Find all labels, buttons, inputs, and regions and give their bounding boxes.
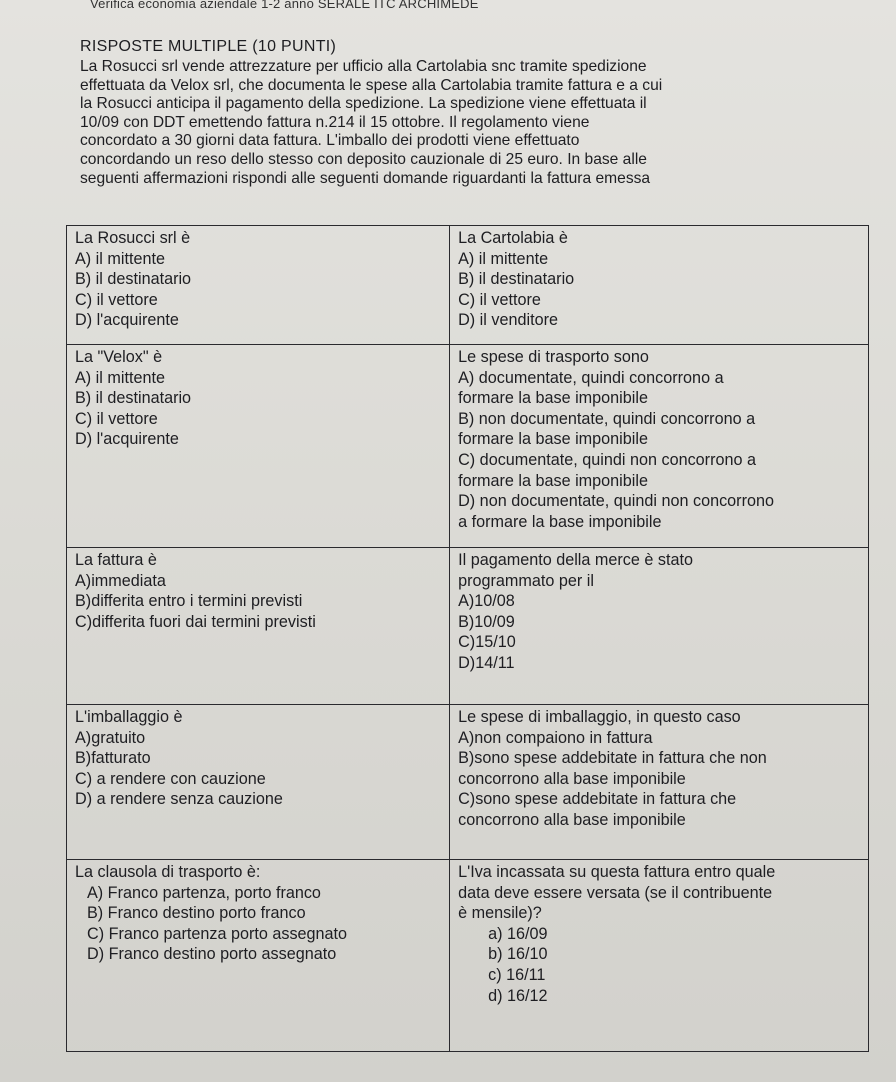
answer-option: a formare la base imponibile [458, 512, 662, 531]
quiz-cell-right [450, 705, 869, 860]
answer-option: d) 16/12 [488, 986, 548, 1005]
answer-option: B)fatturato [75, 749, 151, 768]
answer-option: D) l'acquirente [75, 311, 179, 330]
quiz-cell-left [67, 548, 450, 705]
answer-option: C)15/10 [458, 633, 516, 652]
answer-option: D) Franco destino porto assegnato [87, 945, 337, 964]
answer-option: C) il vettore [75, 290, 158, 309]
question-text: L'imballaggio è [75, 708, 183, 726]
question-text: La Cartolabia è [458, 229, 568, 247]
answer-option: B) Franco destino porto franco [87, 904, 306, 923]
answer-option: B) il destinatario [75, 270, 192, 289]
answer-option: D)14/11 [458, 653, 515, 672]
answer-option: A) il mittente [75, 249, 165, 268]
answer-option: A) documentate, quindi concorrono a [458, 368, 724, 387]
answer-option: a) 16/09 [488, 924, 548, 943]
answer-option: A)10/08 [458, 592, 515, 611]
answer-option: C) il vettore [458, 290, 541, 309]
quiz-cell-left [67, 860, 450, 1052]
answer-option: B)10/09 [458, 612, 515, 631]
quiz-row [67, 548, 869, 705]
intro-line: seguenti affermazioni rispondi alle seguenti domande riguardanti la fattura emessa [80, 169, 651, 187]
answer-option: concorrono alla base imponibile [458, 810, 686, 829]
intro-paragraph [80, 58, 820, 188]
question-text: La "Velox" è [75, 348, 163, 366]
question-text: La Rosucci srl è [75, 229, 191, 247]
question-text: Il pagamento della merce è stato [458, 551, 693, 569]
intro-line: La Rosucci srl vende attrezzature per ufficio alla Cartolabia snc tramite spedizione [80, 58, 647, 75]
question-text: L'Iva incassata su questa fattura entro quale [458, 863, 776, 881]
answer-option: D) non documentate, quindi non concorrono [458, 492, 774, 511]
answer-option: c) 16/11 [488, 965, 546, 984]
intro-line: concordato a 30 giorni data fattura. L'imballo dei prodotti viene effettuato [80, 132, 580, 150]
section-title: RISPOSTE MULTIPLE (10 PUNTI) [80, 38, 337, 55]
quiz-row [67, 226, 869, 345]
answer-option: formare la base imponibile [458, 389, 648, 408]
quiz-cell-right [450, 345, 869, 548]
answer-option: formare la base imponibile [458, 430, 648, 449]
quiz-cell-right [450, 860, 869, 1052]
answer-option: A) il mittente [458, 249, 549, 268]
answer-option: A)non compaiono in fattura [458, 728, 653, 747]
answer-option: C)differita fuori dai termini previsti [75, 612, 316, 631]
quiz-row [67, 705, 869, 860]
quiz-cell-right [450, 226, 869, 345]
intro-line: concordando un reso dello stesso con deposito cauzionale di 25 euro. In base alle [80, 150, 647, 168]
answer-option: A)gratuito [75, 728, 146, 747]
answer-option: C)sono spese addebitate in fattura che [458, 790, 737, 809]
answer-option: b) 16/10 [488, 945, 548, 964]
answer-option: A) Franco partenza, porto franco [87, 883, 321, 902]
answer-option: D) l'acquirente [75, 430, 179, 449]
quiz-row [67, 345, 869, 548]
answer-option: formare la base imponibile [458, 471, 648, 490]
answer-option: C) il vettore [75, 409, 158, 428]
intro-line: 10/09 con DDT emettendo fattura n.214 il 15 ottobre. Il regolamento viene [80, 113, 590, 131]
question-text: Le spese di trasporto sono [458, 348, 649, 366]
document-header: Verifica economia aziendale 1-2 anno SERALE ITC ARCHIMEDE [90, 0, 479, 11]
quiz-table [66, 225, 869, 1052]
intro-line: la Rosucci anticipa il pagamento della spedizione. La spedizione viene effettuata il [80, 95, 647, 113]
answer-option: C) documentate, quindi non concorrono a [458, 450, 756, 469]
answer-option: C) Franco partenza porto assegnato [87, 924, 348, 943]
quiz-cell-left [67, 226, 450, 345]
question-text: La fattura è [75, 551, 157, 569]
quiz-cell-left [67, 345, 450, 548]
answer-option: data deve essere versata (se il contribuente [458, 883, 773, 902]
answer-option: B) non documentate, quindi concorrono a [458, 409, 756, 428]
answer-option: C) a rendere con cauzione [75, 769, 266, 788]
answer-option: concorrono alla base imponibile [458, 769, 686, 788]
quiz-cell-left [67, 705, 450, 860]
answer-option: D) il venditore [458, 311, 558, 330]
intro-line: effettuata da Velox srl, che documenta le spese alla Cartolabia tramite fattura e a cui [80, 76, 663, 94]
quiz-row [67, 860, 869, 1052]
answer-option: A) il mittente [75, 368, 165, 387]
answer-option: B) il destinatario [458, 270, 575, 289]
answer-option: programmato per il [458, 571, 594, 590]
answer-option: D) a rendere senza cauzione [75, 790, 283, 809]
question-text: La clausola di trasporto è: [75, 863, 261, 881]
answer-option: B) il destinatario [75, 389, 192, 408]
quiz-cell-right [450, 548, 869, 705]
answer-option: A)immediata [75, 571, 166, 590]
question-text: Le spese di imballaggio, in questo caso [458, 708, 741, 726]
answer-option: B)differita entro i termini previsti [75, 592, 303, 611]
answer-option: è mensile)? [458, 904, 542, 923]
answer-option: B)sono spese addebitate in fattura che non [458, 749, 767, 768]
